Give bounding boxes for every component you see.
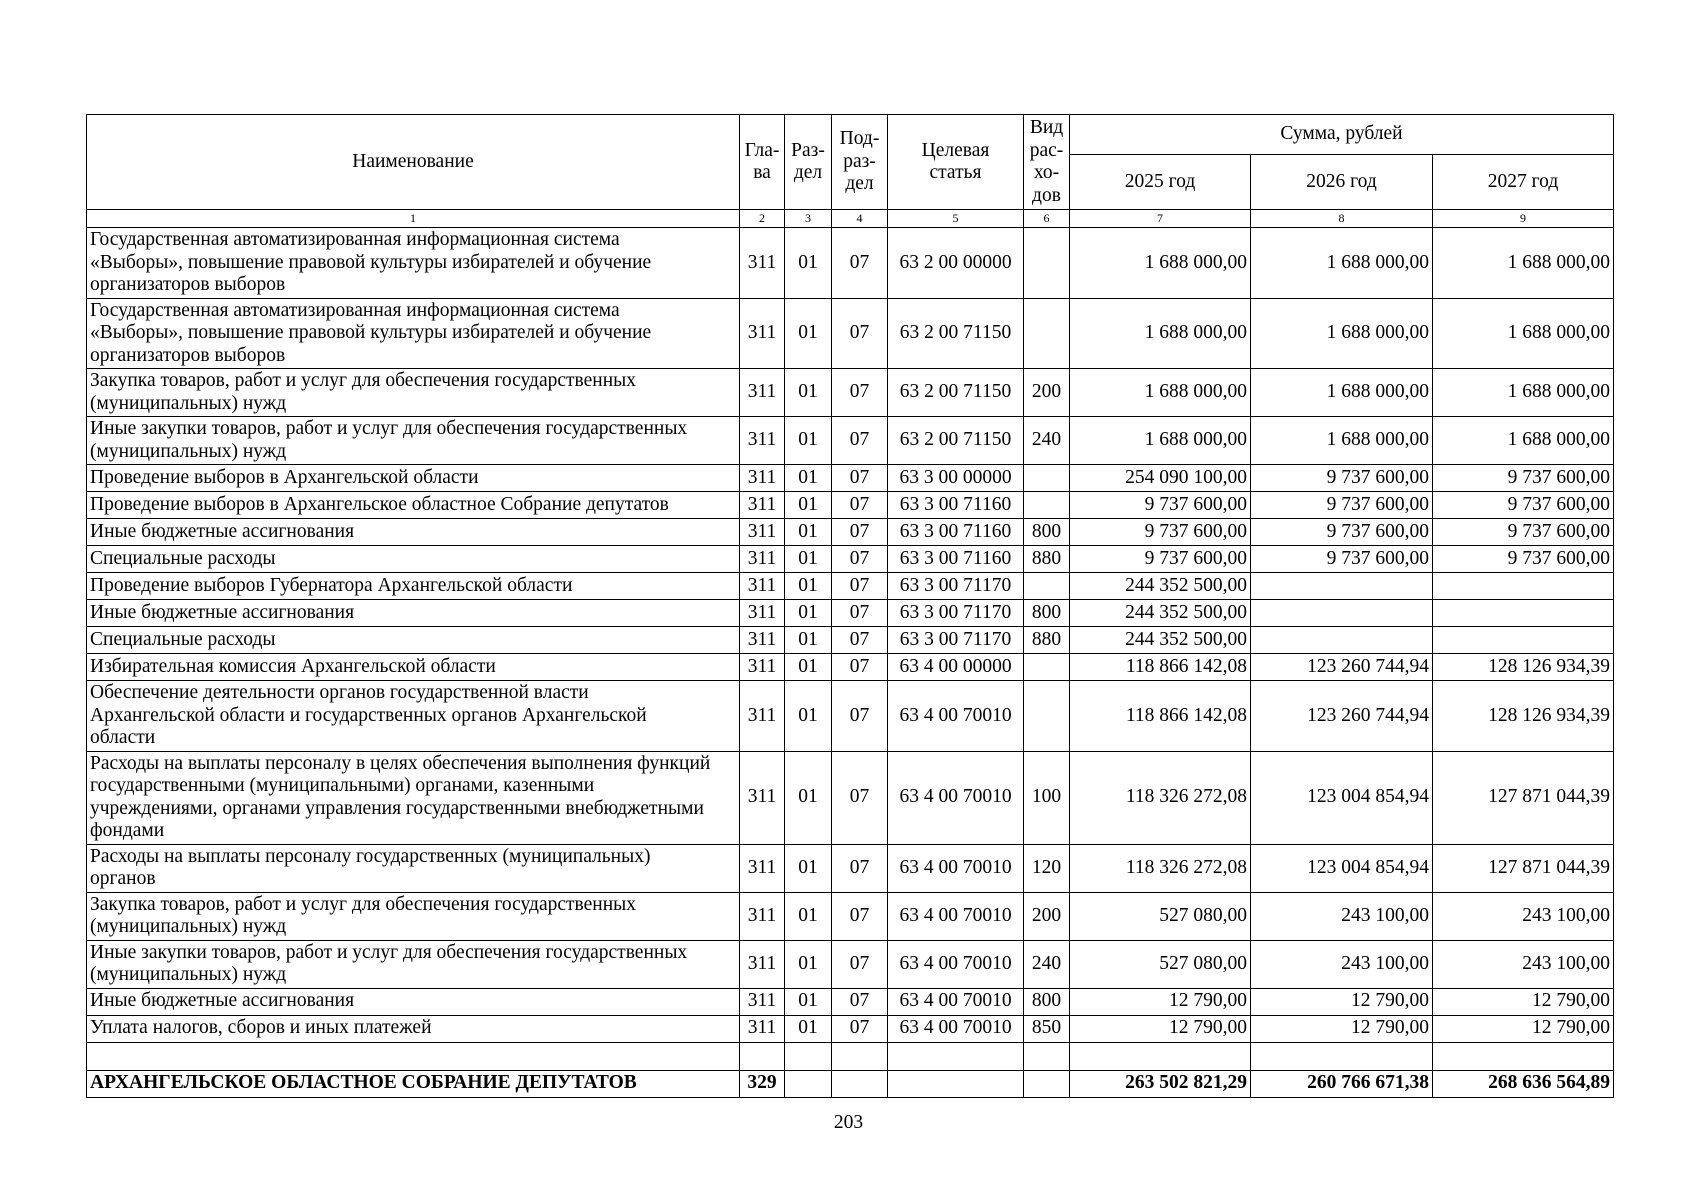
cell-sum-2025: 254 090 100,00 [1070, 465, 1251, 492]
cell-name: Иные бюджетные ассигнования [87, 988, 740, 1015]
cell-target-article: 63 2 00 71150 [888, 298, 1024, 369]
cell-glava: 311 [740, 1015, 785, 1042]
cell-name: Обеспечение деятельности органов государственной власти Архангельской области и государственных органов Архангельской области [87, 681, 740, 752]
cell-expense-type: 100 [1024, 751, 1070, 844]
cell-sum-2025: 527 080,00 [1070, 940, 1251, 988]
cell-expense-type: 880 [1024, 627, 1070, 654]
cell-sum-2026: 9 737 600,00 [1251, 465, 1433, 492]
cell-razdel: 01 [785, 228, 832, 299]
cell-razdel: 01 [785, 844, 832, 892]
cell-sum-2027: 128 126 934,39 [1433, 681, 1614, 752]
cell-podrazdel: 07 [832, 654, 888, 681]
header-expense-type: Вид рас- хо- дов [1024, 115, 1070, 210]
cell-razdel: 01 [785, 492, 832, 519]
cell-sum-2026: 123 004 854,94 [1251, 751, 1433, 844]
cell-podrazdel: 07 [832, 519, 888, 546]
page-number: 203 [833, 1112, 864, 1133]
cell-name: Проведение выборов в Архангельской области [87, 465, 740, 492]
cell-razdel: 01 [785, 369, 832, 417]
cell-expense-type [1024, 573, 1070, 600]
total-row [87, 1070, 1614, 1097]
blank-cell [1251, 1042, 1433, 1070]
cell-glava: 311 [740, 988, 785, 1015]
column-number: 8 [1251, 210, 1433, 228]
cell-sum-2027: 1 688 000,00 [1433, 298, 1614, 369]
cell-glava: 311 [740, 298, 785, 369]
cell-target-article: 63 4 00 70010 [888, 681, 1024, 752]
table-row [87, 940, 1614, 988]
cell-target-article: 63 4 00 70010 [888, 1015, 1024, 1042]
cell-sum-2027: 1 688 000,00 [1433, 228, 1614, 299]
cell-name: Специальные расходы [87, 546, 740, 573]
cell-name: Уплата налогов, сборов и иных платежей [87, 1015, 740, 1042]
cell-sum-2026: 1 688 000,00 [1251, 228, 1433, 299]
cell-podrazdel: 07 [832, 298, 888, 369]
cell-glava: 311 [740, 681, 785, 752]
cell-sum-2027: 127 871 044,39 [1433, 844, 1614, 892]
cell-glava: 311 [740, 573, 785, 600]
column-number: 2 [740, 210, 785, 228]
table-body [87, 210, 1614, 1098]
cell-podrazdel: 07 [832, 465, 888, 492]
blank-cell [1433, 1042, 1614, 1070]
column-number: 7 [1070, 210, 1251, 228]
cell-glava: 311 [740, 465, 785, 492]
cell-target-article: 63 4 00 70010 [888, 940, 1024, 988]
cell-sum-2026 [1251, 600, 1433, 627]
header-target-article: Целевая статья [888, 115, 1024, 210]
cell-sum-2027: 1 688 000,00 [1433, 369, 1614, 417]
cell-razdel: 01 [785, 417, 832, 465]
cell-target-article: 63 3 00 00000 [888, 465, 1024, 492]
cell-podrazdel: 07 [832, 417, 888, 465]
cell-sum-2026: 9 737 600,00 [1251, 492, 1433, 519]
cell-sum-2027: 9 737 600,00 [1433, 465, 1614, 492]
cell-podrazdel: 07 [832, 988, 888, 1015]
cell-razdel: 01 [785, 751, 832, 844]
blank-cell [87, 1042, 740, 1070]
cell-sum-2026: 12 790,00 [1251, 988, 1433, 1015]
cell-razdel: 01 [785, 654, 832, 681]
cell-expense-type: 240 [1024, 940, 1070, 988]
cell-name: Проведение выборов в Архангельское областное Собрание депутатов [87, 492, 740, 519]
cell-podrazdel: 07 [832, 681, 888, 752]
table-row [87, 298, 1614, 369]
cell-glava: 311 [740, 492, 785, 519]
table-row [87, 600, 1614, 627]
total-sum-2025: 263 502 821,29 [1070, 1070, 1251, 1097]
column-number-row [87, 210, 1614, 228]
cell-podrazdel: 07 [832, 751, 888, 844]
column-number: 1 [87, 210, 740, 228]
blank-cell [785, 1042, 832, 1070]
total-target-article [888, 1070, 1024, 1097]
cell-name: Проведение выборов Губернатора Архангельской области [87, 573, 740, 600]
cell-name: Иные бюджетные ассигнования [87, 519, 740, 546]
cell-target-article: 63 4 00 70010 [888, 844, 1024, 892]
total-name: АРХАНГЕЛЬСКОЕ ОБЛАСТНОЕ СОБРАНИЕ ДЕПУТАТОВ [87, 1070, 740, 1097]
cell-podrazdel: 07 [832, 600, 888, 627]
cell-name: Государственная автоматизированная информационная система «Выборы», повышение правовой культуры избирателей и обучение организаторов выборов [87, 298, 740, 369]
cell-target-article: 63 4 00 70010 [888, 751, 1024, 844]
table-row [87, 492, 1614, 519]
table-row [87, 369, 1614, 417]
cell-target-article: 63 4 00 70010 [888, 892, 1024, 940]
cell-sum-2025: 12 790,00 [1070, 988, 1251, 1015]
cell-target-article: 63 3 00 71170 [888, 627, 1024, 654]
cell-razdel: 01 [785, 892, 832, 940]
cell-expense-type: 880 [1024, 546, 1070, 573]
cell-expense-type: 200 [1024, 369, 1070, 417]
table-row [87, 573, 1614, 600]
cell-glava: 311 [740, 751, 785, 844]
cell-target-article: 63 3 00 71160 [888, 492, 1024, 519]
cell-podrazdel: 07 [832, 369, 888, 417]
cell-target-article: 63 3 00 71170 [888, 573, 1024, 600]
cell-name: Государственная автоматизированная информационная система «Выборы», повышение правовой культуры избирателей и обучение организаторов выборов [87, 228, 740, 299]
cell-expense-type: 800 [1024, 988, 1070, 1015]
cell-podrazdel: 07 [832, 940, 888, 988]
cell-sum-2025: 1 688 000,00 [1070, 417, 1251, 465]
header-year-2025: 2025 год [1070, 155, 1251, 210]
cell-sum-2027: 243 100,00 [1433, 940, 1614, 988]
cell-expense-type: 800 [1024, 600, 1070, 627]
cell-podrazdel: 07 [832, 546, 888, 573]
blank-row [87, 1042, 1614, 1070]
total-sum-2026: 260 766 671,38 [1251, 1070, 1433, 1097]
cell-target-article: 63 4 00 00000 [888, 654, 1024, 681]
total-expense-type [1024, 1070, 1070, 1097]
cell-target-article: 63 3 00 71160 [888, 519, 1024, 546]
cell-sum-2027: 127 871 044,39 [1433, 751, 1614, 844]
cell-target-article: 63 4 00 70010 [888, 988, 1024, 1015]
cell-sum-2025: 118 866 142,08 [1070, 681, 1251, 752]
cell-sum-2027: 12 790,00 [1433, 1015, 1614, 1042]
cell-expense-type [1024, 654, 1070, 681]
cell-sum-2026: 1 688 000,00 [1251, 369, 1433, 417]
blank-cell [888, 1042, 1024, 1070]
column-number: 9 [1433, 210, 1614, 228]
cell-sum-2025: 244 352 500,00 [1070, 573, 1251, 600]
cell-razdel: 01 [785, 940, 832, 988]
table-row [87, 417, 1614, 465]
cell-name: Иные бюджетные ассигнования [87, 600, 740, 627]
cell-expense-type: 800 [1024, 519, 1070, 546]
table-row [87, 519, 1614, 546]
table-row [87, 228, 1614, 299]
column-number: 5 [888, 210, 1024, 228]
cell-sum-2026: 243 100,00 [1251, 940, 1433, 988]
total-sum-2027: 268 636 564,89 [1433, 1070, 1614, 1097]
cell-podrazdel: 07 [832, 492, 888, 519]
cell-sum-2027 [1433, 573, 1614, 600]
cell-razdel: 01 [785, 298, 832, 369]
table-row [87, 465, 1614, 492]
cell-name: Специальные расходы [87, 627, 740, 654]
cell-podrazdel: 07 [832, 1015, 888, 1042]
cell-sum-2027 [1433, 600, 1614, 627]
cell-glava: 311 [740, 600, 785, 627]
header-podrazdel: Под- раз- дел [832, 115, 888, 210]
total-glava: 329 [740, 1070, 785, 1097]
cell-glava: 311 [740, 369, 785, 417]
blank-cell [1070, 1042, 1251, 1070]
table-row [87, 1015, 1614, 1042]
cell-sum-2027: 9 737 600,00 [1433, 546, 1614, 573]
cell-podrazdel: 07 [832, 228, 888, 299]
cell-sum-2026: 12 790,00 [1251, 1015, 1433, 1042]
blank-cell [740, 1042, 785, 1070]
cell-expense-type [1024, 298, 1070, 369]
cell-sum-2027: 9 737 600,00 [1433, 519, 1614, 546]
total-podrazdel [832, 1070, 888, 1097]
header-row-top [87, 115, 1614, 155]
cell-razdel: 01 [785, 1015, 832, 1042]
cell-name: Иные закупки товаров, работ и услуг для обеспечения государственных (муниципальных) нужд [87, 940, 740, 988]
cell-name: Избирательная комиссия Архангельской области [87, 654, 740, 681]
cell-razdel: 01 [785, 519, 832, 546]
header-sum: Сумма, рублей [1070, 115, 1614, 155]
column-number: 6 [1024, 210, 1070, 228]
cell-name: Иные закупки товаров, работ и услуг для обеспечения государственных (муниципальных) нужд [87, 417, 740, 465]
cell-glava: 311 [740, 417, 785, 465]
cell-expense-type: 200 [1024, 892, 1070, 940]
cell-expense-type [1024, 492, 1070, 519]
table-header [87, 115, 1614, 210]
table-row [87, 546, 1614, 573]
cell-name: Расходы на выплаты персоналу в целях обеспечения выполнения функций государственными (муниципальными) органами, казенными учреждениями, органами управления государственными внебюджетными фондами [87, 751, 740, 844]
cell-podrazdel: 07 [832, 892, 888, 940]
table-row [87, 627, 1614, 654]
cell-sum-2027: 1 688 000,00 [1433, 417, 1614, 465]
cell-sum-2026 [1251, 627, 1433, 654]
column-number: 4 [832, 210, 888, 228]
table-row [87, 844, 1614, 892]
cell-glava: 311 [740, 654, 785, 681]
header-glava: Гла- ва [740, 115, 785, 210]
cell-razdel: 01 [785, 627, 832, 654]
table-row [87, 681, 1614, 752]
cell-glava: 311 [740, 892, 785, 940]
cell-name: Закупка товаров, работ и услуг для обеспечения государственных (муниципальных) нужд [87, 892, 740, 940]
cell-razdel: 01 [785, 465, 832, 492]
cell-sum-2026 [1251, 573, 1433, 600]
budget-table [86, 114, 1614, 1098]
cell-podrazdel: 07 [832, 573, 888, 600]
cell-expense-type [1024, 681, 1070, 752]
total-razdel [785, 1070, 832, 1097]
cell-glava: 311 [740, 844, 785, 892]
cell-razdel: 01 [785, 573, 832, 600]
cell-target-article: 63 2 00 71150 [888, 369, 1024, 417]
cell-target-article: 63 3 00 71170 [888, 600, 1024, 627]
cell-expense-type [1024, 465, 1070, 492]
cell-name: Закупка товаров, работ и услуг для обеспечения государственных (муниципальных) нужд [87, 369, 740, 417]
cell-sum-2027: 243 100,00 [1433, 892, 1614, 940]
table-row [87, 654, 1614, 681]
cell-target-article: 63 2 00 00000 [888, 228, 1024, 299]
cell-podrazdel: 07 [832, 627, 888, 654]
cell-razdel: 01 [785, 988, 832, 1015]
cell-sum-2025: 1 688 000,00 [1070, 228, 1251, 299]
cell-razdel: 01 [785, 546, 832, 573]
cell-sum-2026: 243 100,00 [1251, 892, 1433, 940]
cell-sum-2027: 12 790,00 [1433, 988, 1614, 1015]
cell-expense-type: 240 [1024, 417, 1070, 465]
cell-glava: 311 [740, 228, 785, 299]
header-name: Наименование [87, 115, 740, 210]
cell-sum-2026: 123 260 744,94 [1251, 681, 1433, 752]
cell-sum-2025: 9 737 600,00 [1070, 492, 1251, 519]
header-year-2026: 2026 год [1251, 155, 1433, 210]
cell-sum-2026: 123 260 744,94 [1251, 654, 1433, 681]
cell-podrazdel: 07 [832, 844, 888, 892]
cell-sum-2026: 1 688 000,00 [1251, 298, 1433, 369]
blank-cell [832, 1042, 888, 1070]
cell-sum-2025: 1 688 000,00 [1070, 369, 1251, 417]
cell-name: Расходы на выплаты персоналу государственных (муниципальных) органов [87, 844, 740, 892]
blank-cell [1024, 1042, 1070, 1070]
cell-expense-type: 850 [1024, 1015, 1070, 1042]
cell-target-article: 63 2 00 71150 [888, 417, 1024, 465]
cell-sum-2027: 9 737 600,00 [1433, 492, 1614, 519]
table-row [87, 988, 1614, 1015]
table-row [87, 892, 1614, 940]
header-razdel: Раз- дел [785, 115, 832, 210]
cell-sum-2026: 1 688 000,00 [1251, 417, 1433, 465]
column-number: 3 [785, 210, 832, 228]
cell-glava: 311 [740, 519, 785, 546]
cell-sum-2026: 123 004 854,94 [1251, 844, 1433, 892]
cell-glava: 311 [740, 627, 785, 654]
cell-target-article: 63 3 00 71160 [888, 546, 1024, 573]
cell-sum-2025: 118 866 142,08 [1070, 654, 1251, 681]
header-year-2027: 2027 год [1433, 155, 1614, 210]
cell-sum-2025: 118 326 272,08 [1070, 844, 1251, 892]
cell-sum-2025: 9 737 600,00 [1070, 519, 1251, 546]
cell-sum-2026: 9 737 600,00 [1251, 546, 1433, 573]
cell-sum-2026: 9 737 600,00 [1251, 519, 1433, 546]
cell-razdel: 01 [785, 681, 832, 752]
cell-sum-2027 [1433, 627, 1614, 654]
cell-sum-2027: 128 126 934,39 [1433, 654, 1614, 681]
cell-sum-2025: 244 352 500,00 [1070, 627, 1251, 654]
cell-sum-2025: 9 737 600,00 [1070, 546, 1251, 573]
cell-sum-2025: 244 352 500,00 [1070, 600, 1251, 627]
table-row [87, 751, 1614, 844]
cell-razdel: 01 [785, 600, 832, 627]
cell-sum-2025: 118 326 272,08 [1070, 751, 1251, 844]
cell-sum-2025: 12 790,00 [1070, 1015, 1251, 1042]
cell-glava: 311 [740, 546, 785, 573]
cell-sum-2025: 527 080,00 [1070, 892, 1251, 940]
cell-expense-type: 120 [1024, 844, 1070, 892]
cell-expense-type [1024, 228, 1070, 299]
cell-glava: 311 [740, 940, 785, 988]
cell-sum-2025: 1 688 000,00 [1070, 298, 1251, 369]
